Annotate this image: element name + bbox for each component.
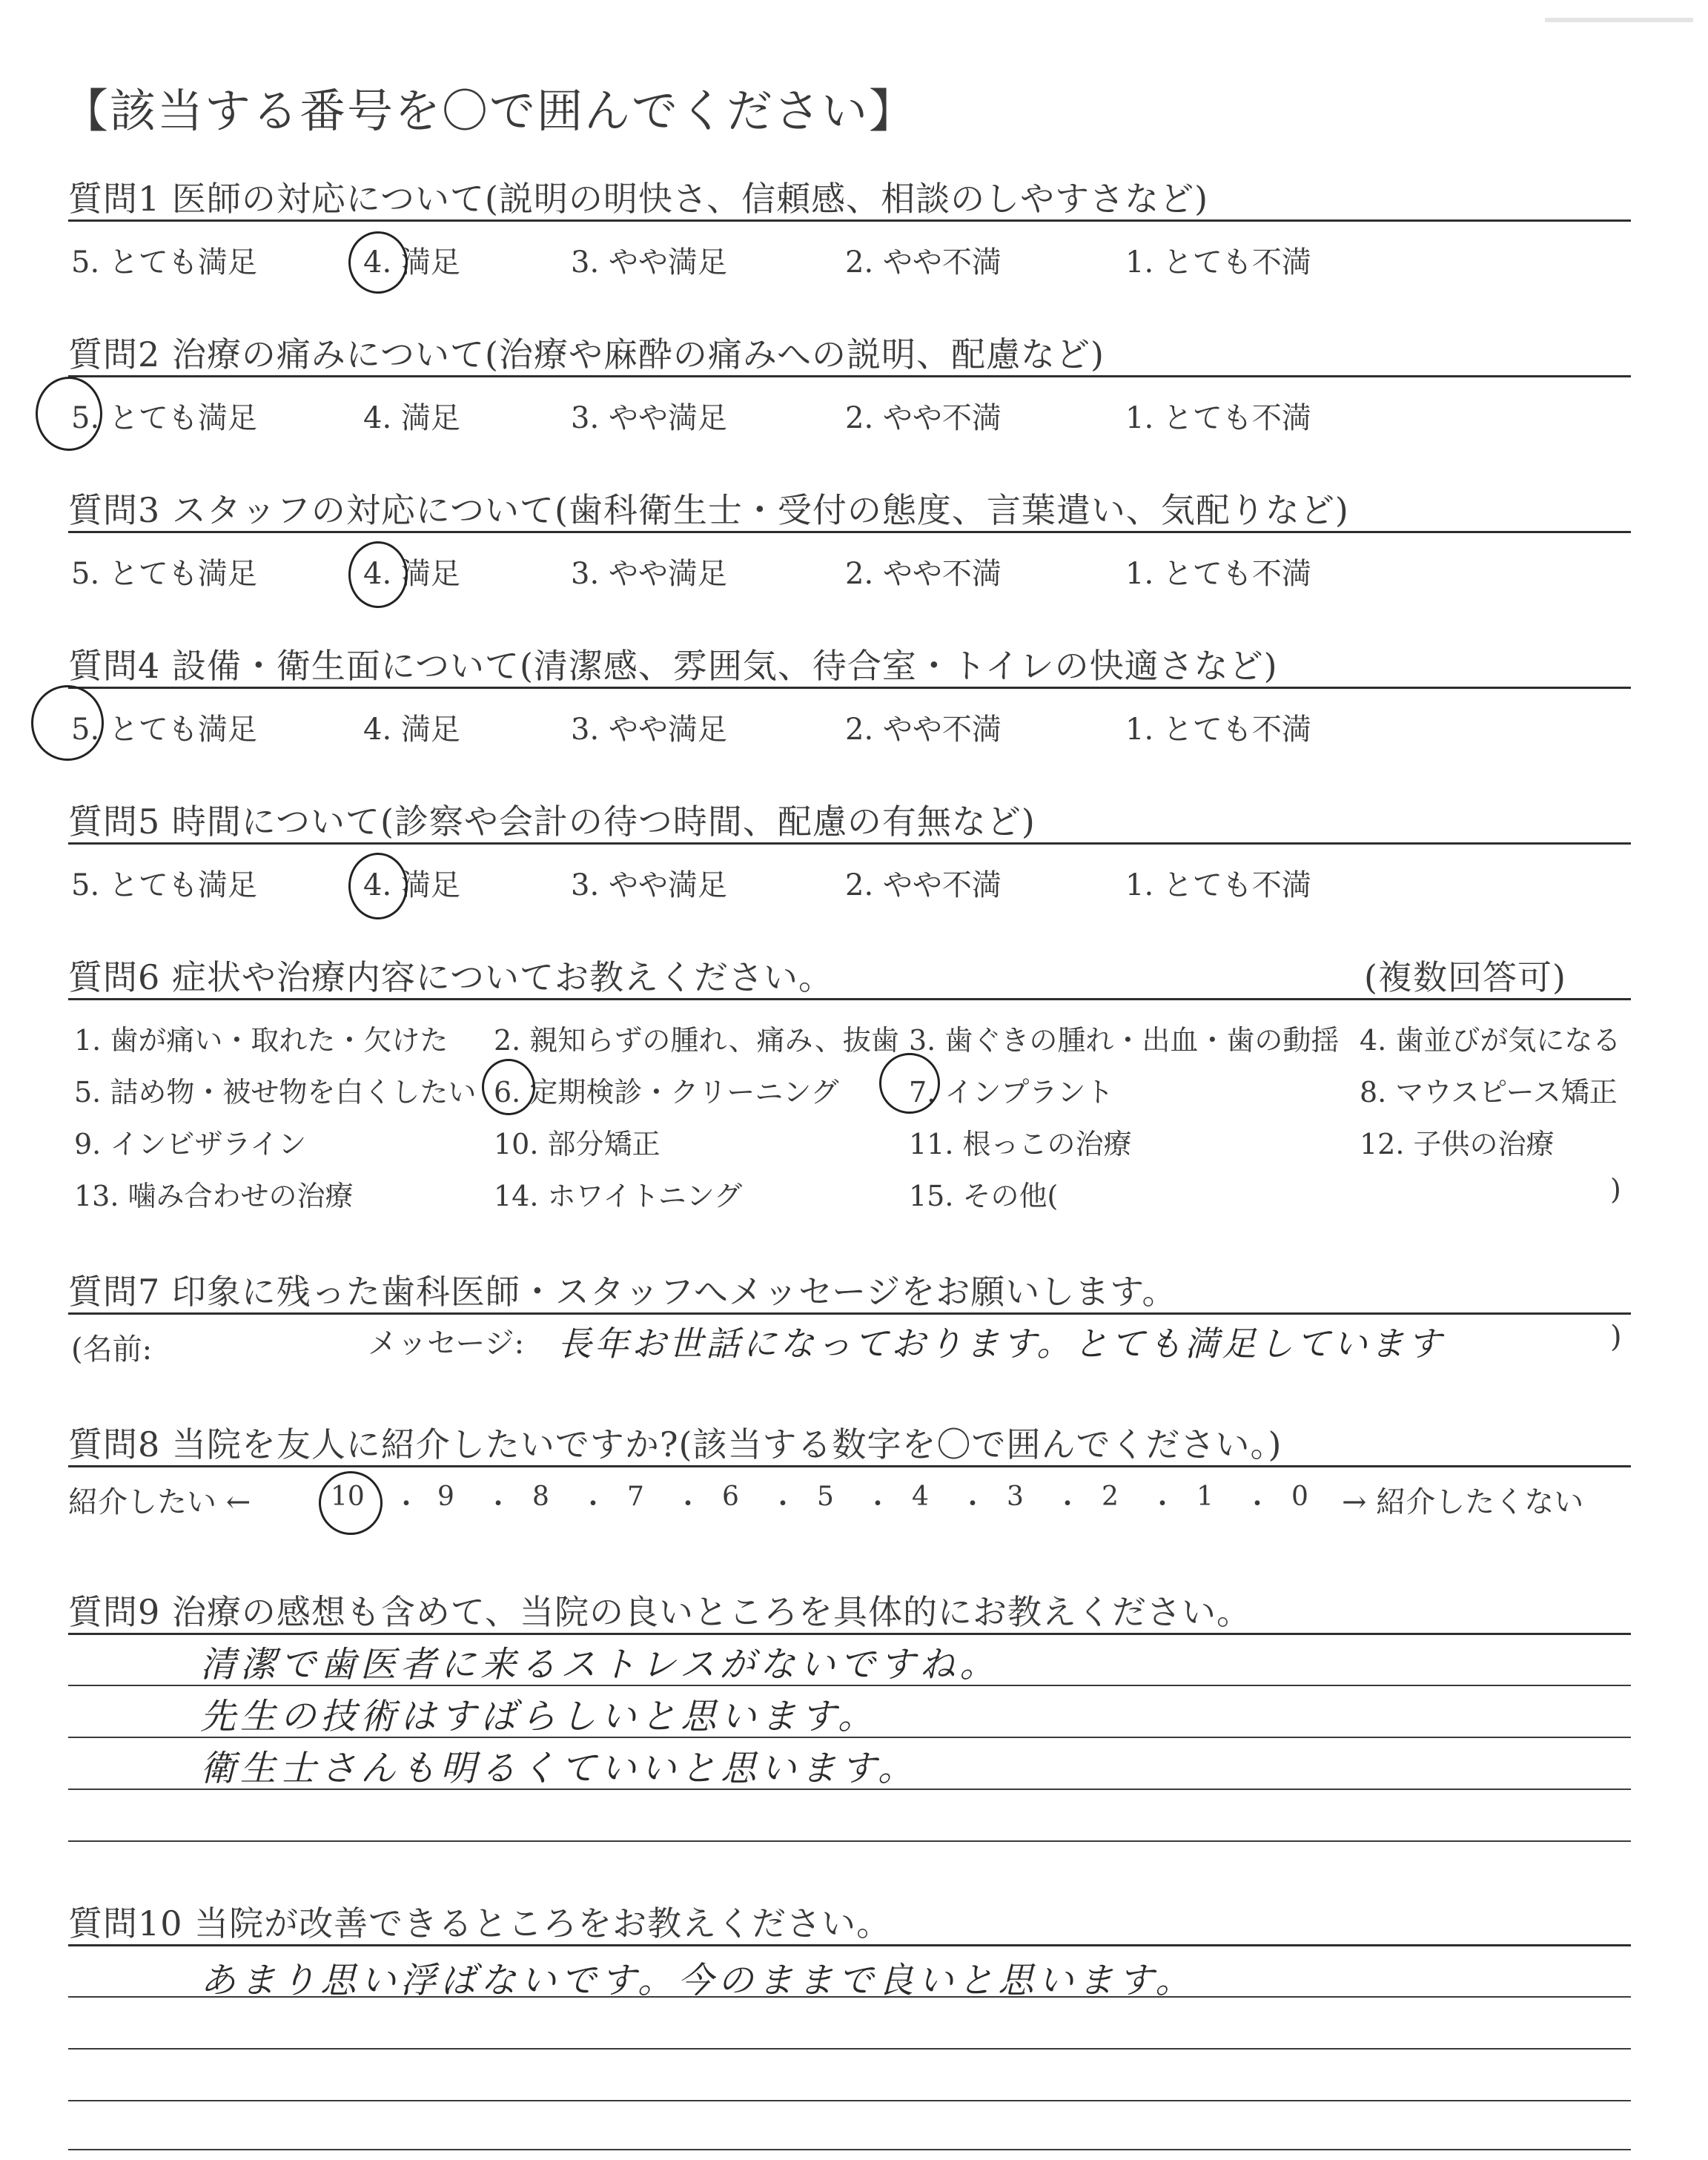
q1-selection-circle <box>348 231 408 294</box>
q7-name-label: (名前: <box>71 1332 153 1367</box>
q8-scale-dot: ・ <box>485 1489 512 1519</box>
q6-item-14[interactable]: 14. ホワイトニング <box>494 1180 743 1212</box>
scan-edge-mark <box>1545 18 1693 22</box>
q8-scale-1[interactable]: 1 <box>1196 1482 1214 1512</box>
q3-option-4[interactable]: 4. 満足 <box>363 557 460 591</box>
question-3-title: 質問3 スタッフの対応について(歯科衛生士・受付の態度、言葉遣い、気配りなど) <box>68 490 1349 530</box>
q8-scale-4[interactable]: 4 <box>912 1482 929 1512</box>
question-5-rule <box>68 842 1631 845</box>
q1-option-1[interactable]: 1. とても不満 <box>1125 245 1311 280</box>
question-7-title: 質問7 印象に残った歯科医師・スタッフへメッセージをお願いします。 <box>68 1272 1177 1312</box>
q9-handwritten-line-2: 先生の技術はすばらしいと思います。 <box>200 1696 878 1737</box>
q6-other-close-paren: ) <box>1610 1173 1621 1206</box>
q7-handwritten-message: 長年お世話になっております。とても満足しています <box>557 1324 1445 1364</box>
q8-scale-0[interactable]: 0 <box>1291 1482 1308 1512</box>
question-7-rule <box>68 1312 1631 1315</box>
q9-handwritten-line-3: 衛生士さんも明るくていいと思います。 <box>200 1748 918 1789</box>
q2-option-2[interactable]: 2. やや不満 <box>845 401 1002 435</box>
q5-option-5[interactable]: 5. とても満足 <box>71 868 257 902</box>
q8-scale-dot: ・ <box>393 1489 420 1519</box>
q8-scale-dot: ・ <box>864 1489 892 1519</box>
q6-item-6[interactable]: 6. 定期検診・クリーニング <box>494 1076 839 1109</box>
q2-option-5[interactable]: 5. とても満足 <box>71 401 257 435</box>
q6-item-5[interactable]: 5. 詰め物・被せ物を白くしたい <box>74 1076 477 1109</box>
q4-option-2[interactable]: 2. やや不満 <box>845 713 1002 747</box>
question-3-rule <box>68 531 1631 533</box>
q8-scale-3[interactable]: 3 <box>1007 1482 1024 1512</box>
q6-item-12[interactable]: 12. 子供の治療 <box>1360 1128 1555 1160</box>
q8-scale-10[interactable]: 10 <box>331 1482 365 1512</box>
q6-selection-circle-6 <box>482 1059 535 1115</box>
q1-option-4[interactable]: 4. 満足 <box>363 245 460 280</box>
q5-option-2[interactable]: 2. やや不満 <box>845 868 1002 902</box>
q8-scale-8[interactable]: 8 <box>532 1482 549 1512</box>
q4-option-3[interactable]: 3. やや満足 <box>571 713 727 747</box>
q3-selection-circle <box>348 541 408 608</box>
q10-writing-line <box>68 2149 1631 2150</box>
q1-option-5[interactable]: 5. とても満足 <box>71 245 257 280</box>
question-10-rule <box>68 1944 1631 1946</box>
q1-option-3[interactable]: 3. やや満足 <box>571 245 727 280</box>
q3-option-5[interactable]: 5. とても満足 <box>71 557 257 591</box>
q3-option-3[interactable]: 3. やや満足 <box>571 557 727 591</box>
q7-close-paren: ) <box>1610 1320 1622 1354</box>
question-8-rule <box>68 1465 1631 1467</box>
q6-item-15[interactable]: 15. その他( <box>909 1180 1059 1212</box>
question-4-rule <box>68 687 1631 689</box>
q6-selection-circle-7 <box>879 1053 940 1114</box>
q3-option-1[interactable]: 1. とても不満 <box>1125 557 1311 591</box>
q4-option-5[interactable]: 5. とても満足 <box>71 713 257 747</box>
q2-option-1[interactable]: 1. とても不満 <box>1125 401 1311 435</box>
q8-scale-dot: ・ <box>580 1489 607 1519</box>
q5-option-4[interactable]: 4. 満足 <box>363 868 460 902</box>
q8-left-label: 紹介したい ← <box>68 1485 251 1519</box>
q9-writing-line <box>68 1840 1631 1842</box>
q10-handwritten-line-1: あまり思い浮ばないです。今のままで良いと思います。 <box>200 1960 1196 2001</box>
question-6-title: 質問6 症状や治療内容についてお教えください。 <box>68 957 833 997</box>
q5-option-3[interactable]: 3. やや満足 <box>571 868 727 902</box>
q8-scale-7[interactable]: 7 <box>627 1482 644 1512</box>
q4-option-1[interactable]: 1. とても不満 <box>1125 713 1311 747</box>
q6-item-4[interactable]: 4. 歯並びが気になる <box>1360 1024 1621 1057</box>
q8-scale-dot: ・ <box>1054 1489 1082 1519</box>
q4-selection-circle <box>31 685 104 761</box>
question-8-title: 質問8 当院を友人に紹介したいですか?(該当する数字を〇で囲んでください。) <box>68 1424 1282 1464</box>
q2-selection-circle <box>36 377 102 451</box>
q6-item-3[interactable]: 3. 歯ぐきの腫れ・出血・歯の動揺 <box>909 1024 1340 1057</box>
question-4-title: 質問4 設備・衛生面について(清潔感、雰囲気、待合室・トイレの快適さなど) <box>68 646 1278 686</box>
q3-option-2[interactable]: 2. やや不満 <box>845 557 1002 591</box>
question-1-title: 質問1 医師の対応について(説明の明快さ、信頼感、相談のしやすさなど) <box>68 179 1209 219</box>
q6-item-7[interactable]: 7. インプラント <box>909 1076 1114 1109</box>
q6-item-10[interactable]: 10. 部分矯正 <box>494 1128 661 1160</box>
q8-scale-6[interactable]: 6 <box>722 1482 739 1512</box>
q7-message-label: メッセージ: <box>368 1327 525 1361</box>
q8-scale-dot: ・ <box>1244 1489 1271 1519</box>
q5-selection-circle <box>348 853 408 919</box>
q8-right-label: → 紹介したくない <box>1342 1485 1584 1519</box>
q8-scale-5[interactable]: 5 <box>817 1482 834 1512</box>
q4-option-4[interactable]: 4. 満足 <box>363 713 460 747</box>
form-instruction-header: 【該当する番号を〇で囲んでください】 <box>62 84 917 138</box>
q1-option-2[interactable]: 2. やや不満 <box>845 245 1002 280</box>
q8-scale-dot: ・ <box>1149 1489 1176 1519</box>
question-6-note: (複数回答可) <box>1364 957 1566 997</box>
q6-item-8[interactable]: 8. マウスピース矯正 <box>1360 1076 1618 1109</box>
question-5-title: 質問5 時間について(診察や会計の待つ時間、配慮の有無など) <box>68 802 1036 842</box>
q6-item-13[interactable]: 13. 噛み合わせの治療 <box>74 1180 354 1212</box>
q6-item-1[interactable]: 1. 歯が痛い・取れた・欠けた <box>74 1024 448 1057</box>
q8-scale-9[interactable]: 9 <box>437 1482 454 1512</box>
q8-selection-circle <box>319 1471 383 1535</box>
q9-handwritten-line-1: 清潔で歯医者に来るストレスがないですね。 <box>200 1644 1000 1685</box>
q6-item-9[interactable]: 9. インビザライン <box>74 1128 307 1160</box>
question-2-title: 質問2 治療の痛みについて(治療や麻酔の痛みへの説明、配慮など) <box>68 334 1105 374</box>
question-1-rule <box>68 219 1631 222</box>
q6-item-11[interactable]: 11. 根っこの治療 <box>909 1128 1132 1160</box>
q8-scale-dot: ・ <box>769 1489 797 1519</box>
q8-scale-2[interactable]: 2 <box>1102 1482 1119 1512</box>
q2-option-3[interactable]: 3. やや満足 <box>571 401 727 435</box>
q10-writing-line <box>68 2100 1631 2101</box>
q2-option-4[interactable]: 4. 満足 <box>363 401 460 435</box>
q5-option-1[interactable]: 1. とても不満 <box>1125 868 1311 902</box>
question-6-rule <box>68 998 1631 1000</box>
question-2-rule <box>68 375 1631 377</box>
question-9-rule <box>68 1633 1631 1635</box>
q6-item-2[interactable]: 2. 親知らずの腫れ、痛み、抜歯 <box>494 1024 899 1057</box>
q8-scale-dot: ・ <box>959 1489 987 1519</box>
q8-scale-dot: ・ <box>675 1489 702 1519</box>
question-10-title: 質問10 当院が改善できるところをお教えください。 <box>68 1903 892 1943</box>
q10-writing-line <box>68 2048 1631 2050</box>
question-9-title: 質問9 治療の感想も含めて、当院の良いところを具体的にお教えください。 <box>68 1592 1251 1632</box>
